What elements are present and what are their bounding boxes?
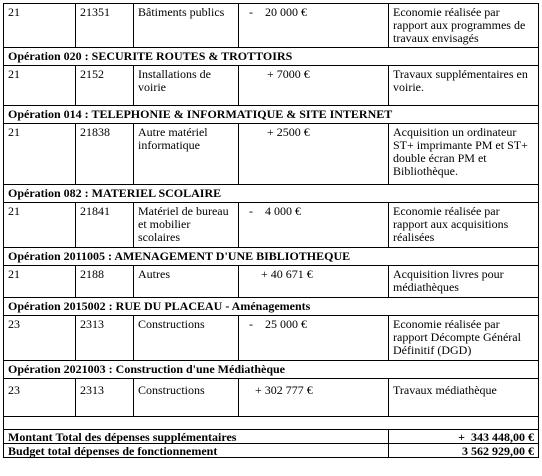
operation-title: Opération 2011005 : AMENAGEMENT D'UNE BIBLIOTHEQUE <box>4 248 539 266</box>
total-row <box>4 444 539 458</box>
budget-table-body <box>4 4 539 458</box>
libelle-cell: Bâtiments publics <box>134 4 239 48</box>
observation-cell: Economie réalisée par rapport aux programmes de travaux envisagés <box>389 4 539 48</box>
operation-title: Opération 020 : SECURITE ROUTES & TROTTOIRS <box>4 48 539 66</box>
total-value: 3 562 929,00 € <box>389 444 539 458</box>
operation-row <box>4 361 539 379</box>
operation-title: Opération 2015002 : RUE DU PLACEAU - Aménagements <box>4 298 539 316</box>
compte-cell: 2188 <box>76 266 134 298</box>
libelle-cell: Constructions <box>134 379 239 417</box>
total-label: Montant Total des dépenses supplémentaires <box>4 430 389 444</box>
libelle-cell: Autres <box>134 266 239 298</box>
table-row <box>4 66 539 106</box>
total-row <box>4 430 539 444</box>
budget-table <box>3 3 539 458</box>
montant-cell: + 40 671 € <box>239 266 389 298</box>
chapitre-cell: 21 <box>4 66 76 106</box>
observation-cell: Acquisition un ordinateur ST+ imprimante PM et ST+ double écran PM et Bibliothèque. <box>389 124 539 185</box>
operation-title: Opération 014 : TELEPHONIE & INFORMATIQUE & SITE INTERNET <box>4 106 539 124</box>
compte-cell: 2313 <box>76 316 134 361</box>
libelle-cell: Matériel de bureau et mobilier scolaires <box>134 203 239 248</box>
operation-row <box>4 248 539 266</box>
libelle-cell: Autre matériel informatique <box>134 124 239 185</box>
libelle-cell: Constructions <box>134 316 239 361</box>
table-row <box>4 203 539 248</box>
table-row <box>4 316 539 361</box>
montant-cell: - 4 000 € <box>239 203 389 248</box>
chapitre-cell: 21 <box>4 4 76 48</box>
table-row <box>4 124 539 185</box>
montant-cell: + 2500 € <box>239 124 389 185</box>
total-value: + 343 448,00 € <box>389 430 539 444</box>
compte-cell: 21838 <box>76 124 134 185</box>
chapitre-cell: 23 <box>4 316 76 361</box>
observation-cell: Economie réalisée par rapport Décompte Général Définitif (DGD) <box>389 316 539 361</box>
chapitre-cell: 21 <box>4 203 76 248</box>
operation-row <box>4 185 539 203</box>
observation-cell: Travaux médiathèque <box>389 379 539 417</box>
table-row <box>4 379 539 417</box>
observation-cell: Economie réalisée par rapport aux acquisitions réalisées <box>389 203 539 248</box>
libelle-cell: Installations de voirie <box>134 66 239 106</box>
montant-cell: + 7000 € <box>239 66 389 106</box>
compte-cell: 21351 <box>76 4 134 48</box>
compte-cell: 2313 <box>76 379 134 417</box>
chapitre-cell: 23 <box>4 379 76 417</box>
observation-cell: Travaux supplémentaires en voirie. <box>389 66 539 106</box>
spacer-cell <box>4 417 539 430</box>
montant-cell: + 302 777 € <box>239 379 389 417</box>
montant-cell: - 20 000 € <box>239 4 389 48</box>
compte-cell: 21841 <box>76 203 134 248</box>
operation-title: Opération 082 : MATERIEL SCOLAIRE <box>4 185 539 203</box>
table-row <box>4 4 539 48</box>
observation-cell: Acquisition livres pour médiathèques <box>389 266 539 298</box>
chapitre-cell: 21 <box>4 124 76 185</box>
total-label: Budget total dépenses de fonctionnement <box>4 444 389 458</box>
operation-row <box>4 106 539 124</box>
operation-row <box>4 48 539 66</box>
montant-cell: - 25 000 € <box>239 316 389 361</box>
table-row <box>4 266 539 298</box>
chapitre-cell: 21 <box>4 266 76 298</box>
operation-title: Opération 2021003 : Construction d'une Médiathèque <box>4 361 539 379</box>
operation-row <box>4 298 539 316</box>
spacer-row <box>4 417 539 430</box>
compte-cell: 2152 <box>76 66 134 106</box>
